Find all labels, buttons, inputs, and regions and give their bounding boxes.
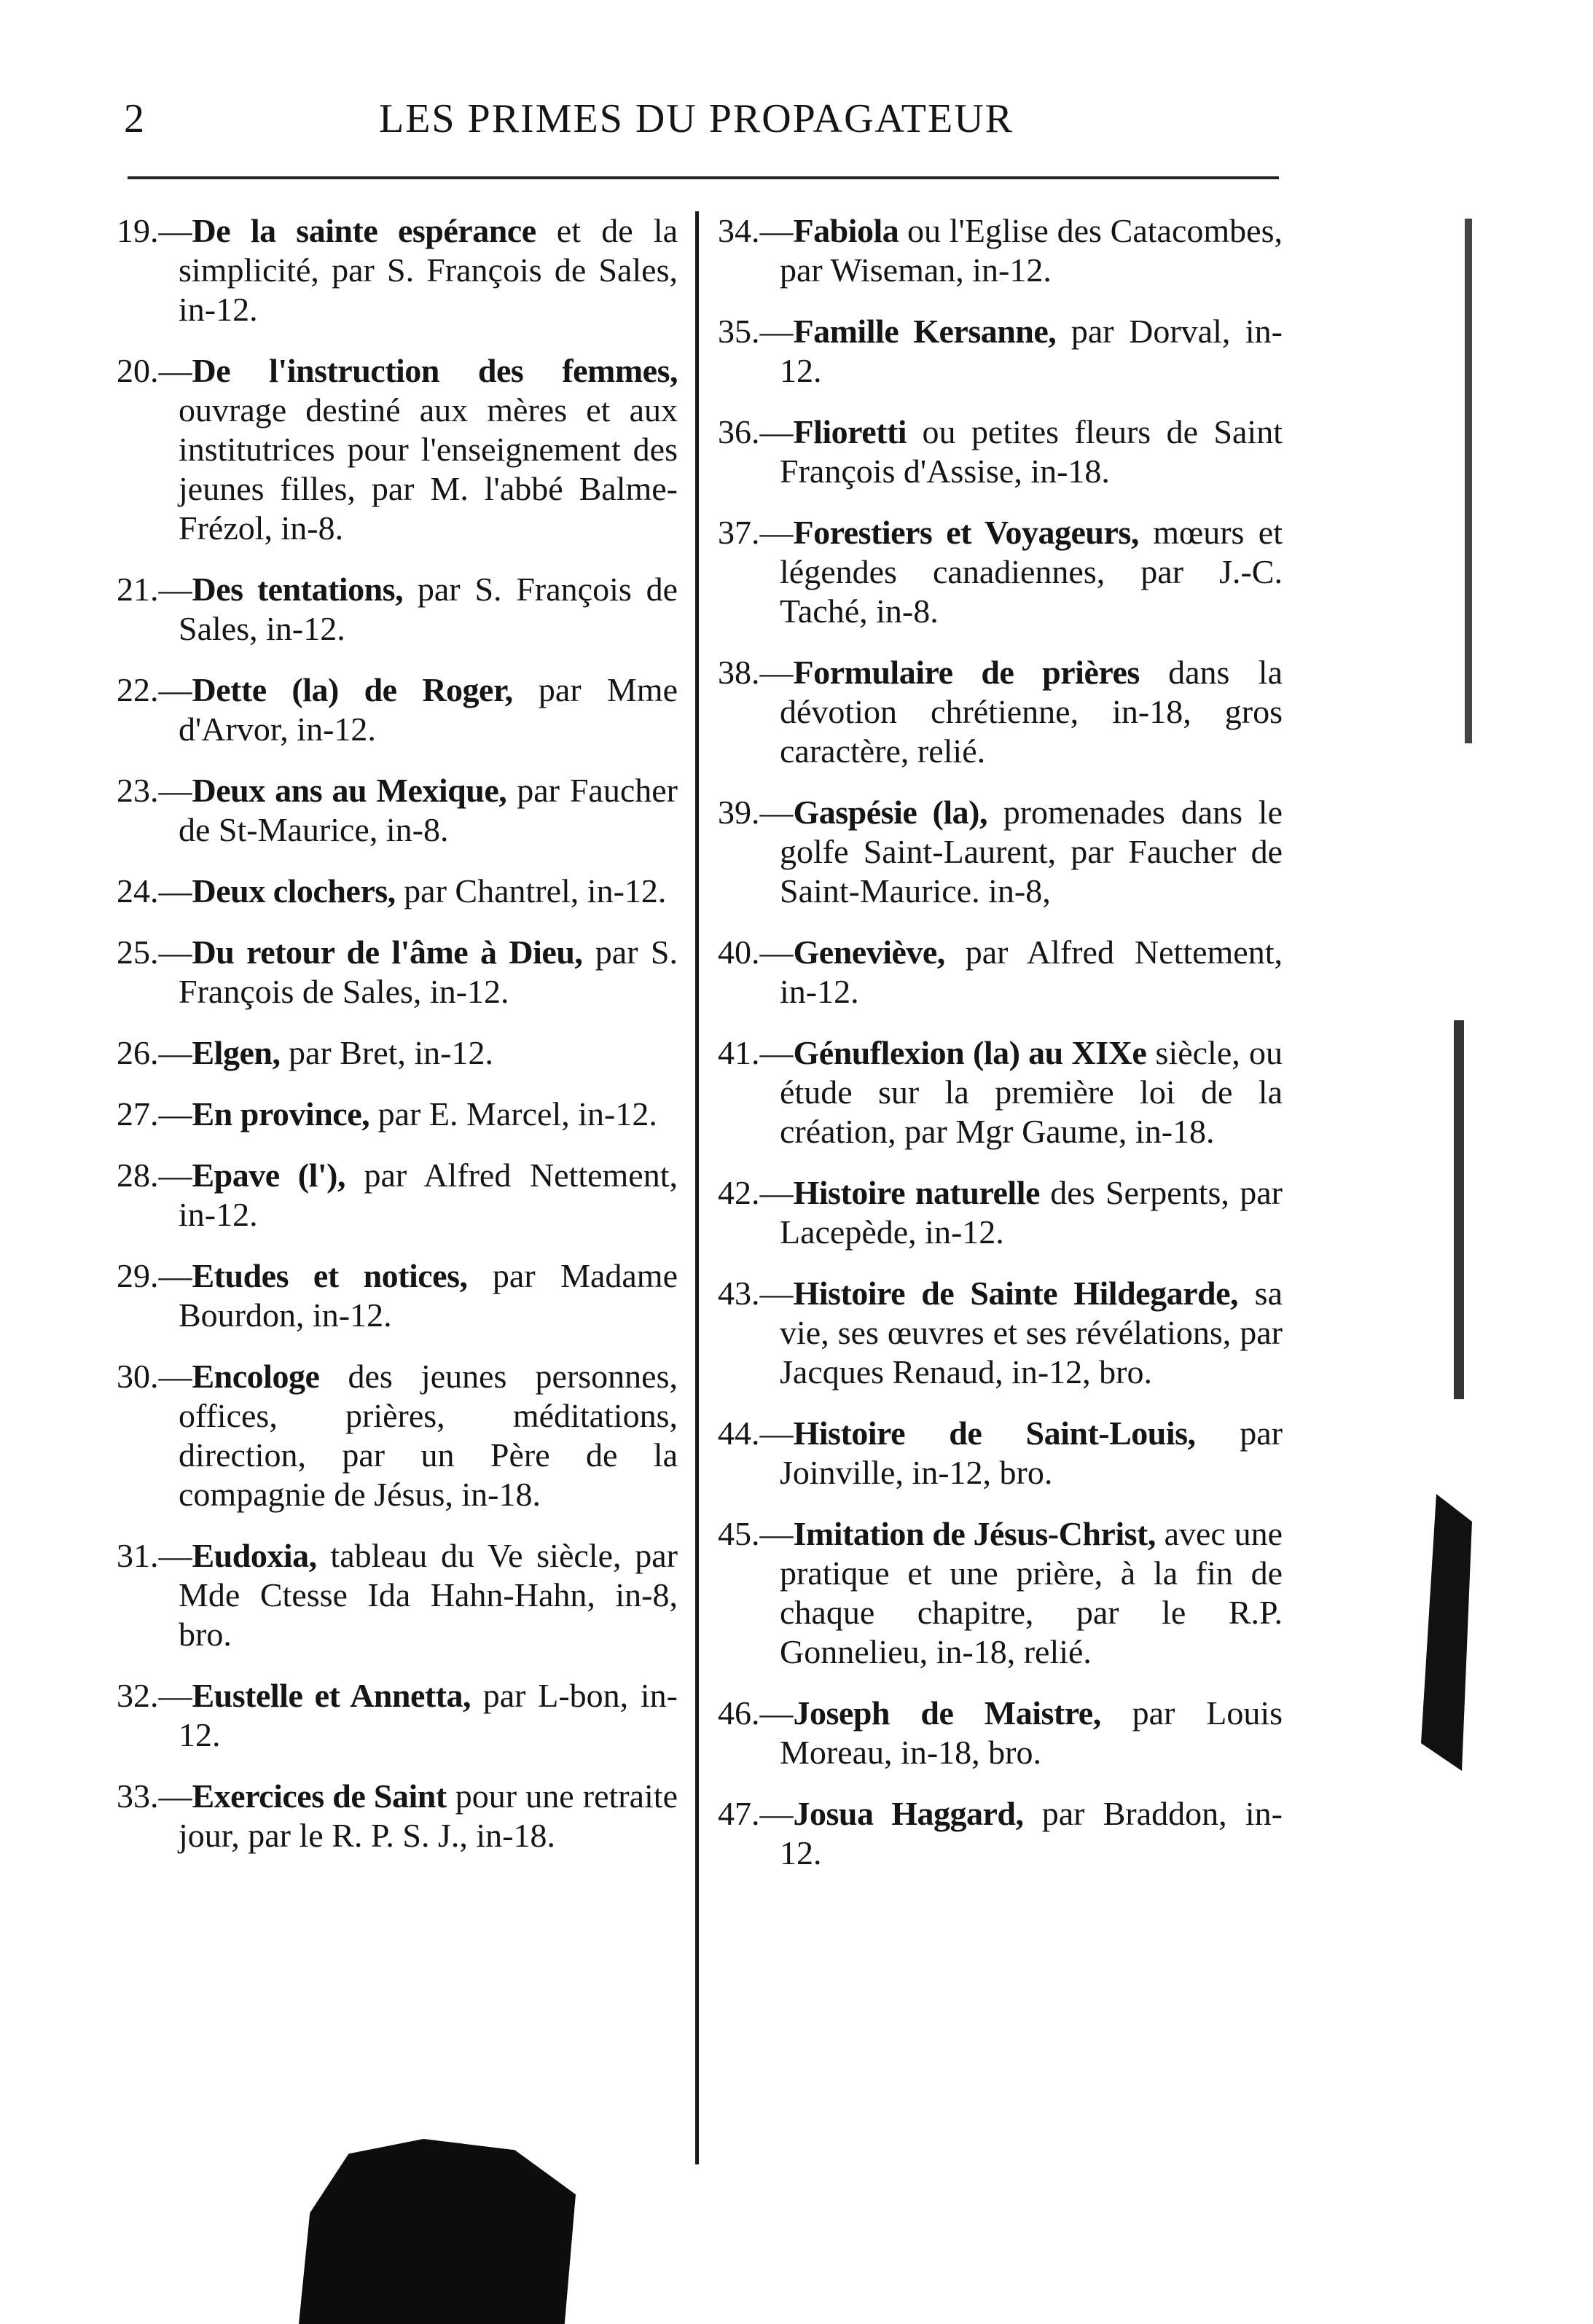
catalog-entry (117, 211, 678, 329)
catalog-entry (718, 211, 1283, 290)
entry-number: 40.— (718, 934, 794, 971)
entry-number: 27.— (117, 1095, 192, 1132)
entry-number: 35.— (718, 313, 794, 350)
entry-details: tableau du Ve siècle, par Mde Ctesse Ida Hahn-Hahn, in-8, bro. (179, 1537, 678, 1653)
catalog-entry (718, 653, 1283, 771)
entry-number: 34.— (718, 212, 794, 249)
catalog-entry (117, 1033, 678, 1073)
catalog-entry (117, 872, 678, 911)
entry-details: par Dorval, in-12. (780, 313, 1283, 389)
entry-details: par S. François de Sales, in-12. (179, 571, 678, 647)
entry-details: des jeunes personnes, offices, prières, méditations, direction, par un Père de la compagnie de Jésus, in-18. (179, 1358, 678, 1513)
entry-details: avec une pratique et une prière, à la fin de chaque chapitre, par le R.P. Gonnelieu, in-18, relié. (780, 1515, 1283, 1670)
catalog-entry (117, 1676, 678, 1755)
entry-details: ou petites fleurs de Saint François d'Assise, in-18. (780, 413, 1283, 490)
entry-details: pour une retraite jour, par le R. P. S. J., in-18. (179, 1777, 678, 1854)
entry-details: par Joinville, in-12, bro. (780, 1415, 1283, 1491)
entry-details: promenades dans le golfe Saint-Laurent, par Faucher de Saint-Maurice. in-8, (780, 794, 1283, 909)
catalog-entry (718, 933, 1283, 1012)
entry-title: En province, (192, 1095, 370, 1132)
entry-number: 33.— (117, 1777, 192, 1815)
entry-number: 24.— (117, 872, 192, 909)
header-rule (128, 176, 1279, 179)
entry-title: Dette (la) de Roger, (192, 671, 513, 708)
entry-title: Eudoxia, (192, 1537, 317, 1574)
entry-number: 43.— (718, 1275, 794, 1312)
entry-details: ou l'Eglise des Catacombes, par Wiseman, in-12. (780, 212, 1283, 289)
entry-title: Histoire naturelle (793, 1174, 1040, 1211)
entry-number: 20.— (117, 352, 192, 389)
scan-edge-mark (1454, 1020, 1464, 1399)
catalog-entry (718, 1794, 1283, 1873)
entry-number: 47.— (718, 1795, 794, 1832)
entry-number: 30.— (117, 1358, 192, 1395)
entry-number: 44.— (718, 1415, 794, 1452)
entry-number: 21.— (117, 571, 192, 608)
left-column (117, 211, 678, 1877)
catalog-entry (117, 933, 678, 1012)
catalog-entry (117, 351, 678, 548)
catalog-entry (117, 670, 678, 749)
entry-number: 23.— (117, 772, 192, 809)
page-header (0, 86, 1593, 152)
catalog-entry (117, 1095, 678, 1134)
entry-number: 36.— (718, 413, 794, 450)
entry-number: 45.— (718, 1515, 794, 1552)
entry-number: 39.— (718, 794, 794, 831)
entry-number: 31.— (117, 1537, 192, 1574)
entry-number: 46.— (718, 1694, 794, 1732)
entry-title: Flioretti (793, 413, 907, 450)
entry-title: Formulaire de prières (793, 654, 1140, 691)
entry-title: Histoire de Sainte Hildegarde, (793, 1275, 1238, 1312)
entry-details: et de la simplicité, par S. François de Sales, in-12. (179, 212, 678, 328)
entry-number: 28.— (117, 1157, 192, 1194)
entry-number: 19.— (117, 212, 192, 249)
catalog-entry (718, 1173, 1283, 1252)
entry-title: Josua Haggard, (793, 1795, 1024, 1832)
entry-details: par Mme d'Arvor, in-12. (179, 671, 678, 748)
entry-details: siècle, ou étude sur la première loi de la création, par Mgr Gaume, in-18. (780, 1034, 1283, 1150)
entry-title: Elgen, (192, 1034, 281, 1071)
entry-title: Des tentations, (192, 571, 404, 608)
entry-title: De la sainte espérance (192, 212, 536, 249)
entry-details: par Faucher de St-Maurice, in-8. (179, 772, 678, 848)
entry-number: 37.— (718, 514, 794, 551)
entry-number: 29.— (117, 1257, 192, 1294)
entry-title: Famille Kersanne, (793, 313, 1057, 350)
entry-title: Fabiola (793, 212, 899, 249)
entry-number: 25.— (117, 934, 192, 971)
right-column (718, 211, 1283, 1895)
catalog-entry (117, 1156, 678, 1235)
entry-details: par Madame Bourdon, in-12. (179, 1257, 678, 1334)
scan-edge-mark (1465, 219, 1472, 743)
catalog-entry (718, 1033, 1283, 1151)
entry-details: par Bret, in-12. (280, 1034, 493, 1071)
scan-edge-mark (1421, 1494, 1472, 1771)
catalog-entry (117, 1777, 678, 1855)
catalog-entry (117, 1536, 678, 1654)
entry-details: par Alfred Nettement, in-12. (179, 1157, 678, 1233)
entry-number: 42.— (718, 1174, 794, 1211)
entry-details: mœurs et légendes canadiennes, par J.-C. Taché, in-8. (780, 514, 1283, 630)
catalog-entry (718, 1274, 1283, 1392)
entry-title: Eustelle et Annetta, (192, 1677, 471, 1714)
entry-details: par Alfred Nettement, in-12. (780, 934, 1283, 1010)
entry-details: par Braddon, in-12. (780, 1795, 1283, 1871)
catalog-entry (117, 570, 678, 649)
entry-title: Deux clochers, (192, 872, 396, 909)
catalog-entry (718, 312, 1283, 391)
entry-title: Exercices de Saint (192, 1777, 447, 1815)
entry-details: par E. Marcel, in-12. (369, 1095, 657, 1132)
running-title: LES PRIMES DU PROPAGATEUR (379, 96, 1014, 141)
column-divider (695, 211, 699, 2164)
entry-title: Gaspésie (la), (793, 794, 987, 831)
entry-title: Etudes et notices, (192, 1257, 468, 1294)
entry-title: Joseph de Maistre, (793, 1694, 1101, 1732)
entry-number: 26.— (117, 1034, 192, 1071)
entry-details: par Louis Moreau, in-18, bro. (780, 1694, 1283, 1771)
entry-details: dans la dévotion chrétienne, in-18, gros caractère, relié. (780, 654, 1283, 770)
catalog-entry (718, 1414, 1283, 1492)
entry-number: 38.— (718, 654, 794, 691)
catalog-entry (718, 793, 1283, 911)
entry-details: par L-bon, in-12. (179, 1677, 678, 1753)
entry-title: Epave (l'), (192, 1157, 345, 1194)
catalog-entry (718, 412, 1283, 491)
entry-title: Histoire de Saint-Louis, (793, 1415, 1196, 1452)
entry-number: 41.— (718, 1034, 794, 1071)
entry-details: par Chantrel, in-12. (395, 872, 667, 909)
ink-blot (299, 2139, 576, 2324)
catalog-entry (117, 771, 678, 850)
entry-title: Encologe (192, 1358, 320, 1395)
catalog-entry (718, 1694, 1283, 1772)
catalog-entry (117, 1357, 678, 1514)
entry-details: sa vie, ses œuvres et ses révélations, par Jacques Renaud, in-12, bro. (780, 1275, 1283, 1390)
catalog-entry (718, 513, 1283, 631)
entry-title: Imitation de Jésus-Christ, (793, 1515, 1156, 1552)
entry-details: des Serpents, par Lacepède, in-12. (780, 1174, 1283, 1251)
entry-title: Deux ans au Mexique, (192, 772, 507, 809)
entry-number: 32.— (117, 1677, 192, 1714)
entry-title: De l'instruction des femmes, (192, 352, 678, 389)
entry-title: Du retour de l'âme à Dieu, (192, 934, 583, 971)
entry-title: Geneviève, (793, 934, 945, 971)
entry-number: 22.— (117, 671, 192, 708)
entry-details: par S. François de Sales, in-12. (179, 934, 678, 1010)
catalog-entry (117, 1256, 678, 1335)
page-number: 2 (124, 96, 144, 141)
entry-title: Génuflexion (la) au XIXe (793, 1034, 1147, 1071)
catalog-entry (718, 1514, 1283, 1672)
entry-details: ouvrage destiné aux mères et aux institutrices pour l'enseignement des jeunes filles, par M. l'abbé Balme-Frézol, in-8. (179, 391, 678, 547)
entry-title: Forestiers et Voyageurs, (793, 514, 1139, 551)
